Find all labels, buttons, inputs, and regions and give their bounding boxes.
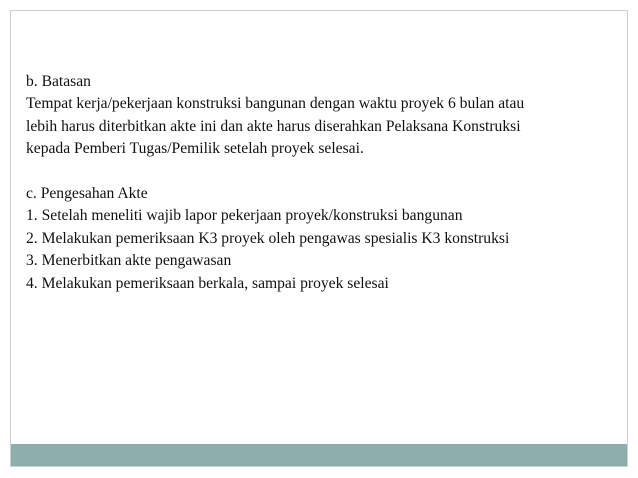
- batasan-text-line: kepada Pemberi Tugas/Pemilik setelah proyek selesai.: [26, 140, 364, 158]
- batasan-text-line: lebih harus diterbitkan akte ini dan akte harus diserahkan Pelaksana Konstruksi: [26, 117, 521, 135]
- slide: [10, 10, 628, 467]
- pengesahan-list-item: 1. Setelah meneliti wajib lapor pekerjaan proyek/konstruksi bangunan: [26, 207, 463, 225]
- pengesahan-list-item: 2. Melakukan pemeriksaan K3 proyek oleh pengawas spesialis K3 konstruksi: [26, 229, 510, 247]
- batasan-text-line: Tempat kerja/pekerjaan konstruksi bangunan dengan waktu proyek 6 bulan atau: [26, 95, 525, 113]
- paragraph-spacer: [26, 161, 611, 183]
- section-heading-pengesahan: c. Pengesahan Akte: [26, 184, 148, 202]
- slide-body: [26, 71, 611, 295]
- pengesahan-list-item: 3. Menerbitkan akte pengawasan: [26, 252, 232, 270]
- footer-bar: [11, 444, 627, 466]
- section-heading-batasan: b. Batasan: [26, 73, 91, 90]
- pengesahan-list-item: 4. Melakukan pemeriksaan berkala, sampai proyek selesai: [26, 274, 389, 292]
